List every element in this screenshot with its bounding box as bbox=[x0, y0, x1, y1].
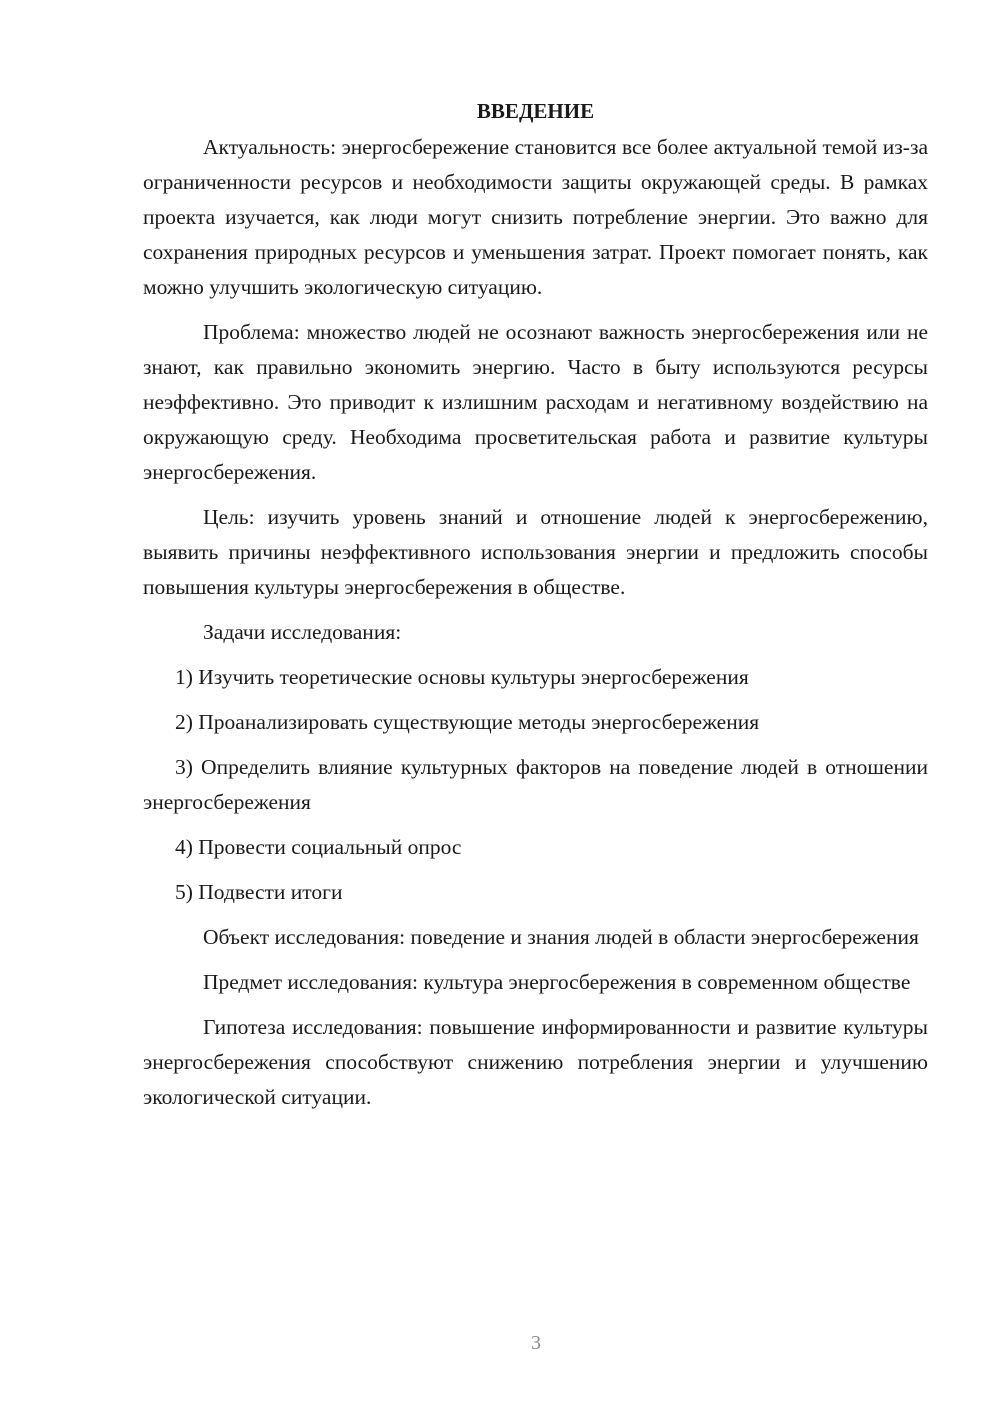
object-paragraph: Объект исследования: поведение и знания людей в области энергосбережения bbox=[203, 925, 919, 949]
problem-paragraph: Проблема: множество людей не осознают важность энергосбережения или не знают, как правильно экономить энергию. Часто в быту используются ресурсы неэффективно. Это приводит к излишним расходам и негативному воздействию на окружающую среду. Необходима просветительская работа и развитие культуры энергосбережения. bbox=[143, 320, 928, 484]
tasks-list bbox=[143, 660, 928, 910]
goal-paragraph: Цель: изучить уровень знаний и отношение людей к энергосбережению, выявить причины неэффективного использования энергии и предложить способы повышения культуры энергосбережения в обществе. bbox=[143, 505, 928, 599]
task-item: 1) Изучить теоретические основы культуры энергосбережения bbox=[175, 665, 749, 689]
subject-paragraph: Предмет исследования: культура энергосбережения в современном обществе bbox=[203, 970, 911, 994]
task-item: 4) Провести социальный опрос bbox=[175, 835, 462, 859]
page-title: ВВЕДЕНИЕ bbox=[476, 99, 595, 123]
page-number: 3 bbox=[531, 1332, 541, 1354]
task-item: 5) Подвести итоги bbox=[175, 880, 343, 904]
task-item: 3) Определить влияние культурных факторов на поведение людей в отношении энергосбережения bbox=[143, 755, 928, 814]
hypothesis-paragraph: Гипотеза исследования: повышение информированности и развитие культуры энергосбережения способствуют снижению потребления энергии и улучшению экологической ситуации. bbox=[143, 1015, 928, 1109]
relevance-paragraph: Актуальность: энергосбережение становится все более актуальной темой из-за ограниченности ресурсов и необходимости защиты окружающей среды. В рамках проекта изучается, как люди могут снизить потребление энергии. Это важно для сохранения природных ресурсов и уменьшения затрат. Проект помогает понять, как можно улучшить экологическую ситуацию. bbox=[143, 135, 928, 299]
tasks-heading: Задачи исследования: bbox=[203, 620, 402, 644]
task-item: 2) Проанализировать существующие методы энергосбережения bbox=[175, 710, 760, 734]
document-page bbox=[143, 94, 928, 1125]
